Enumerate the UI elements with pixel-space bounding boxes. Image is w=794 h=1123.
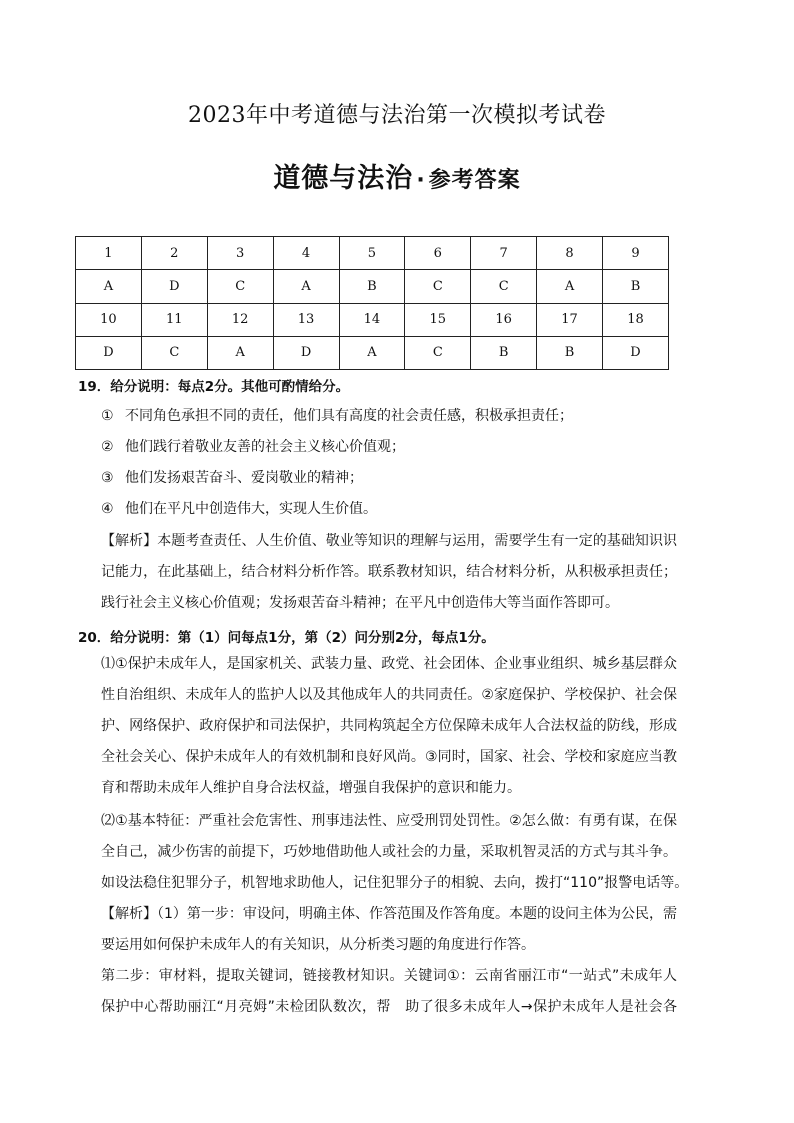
q19-point: [101, 437, 405, 457]
answer-cell: A: [207, 336, 273, 369]
answer-row: [76, 336, 669, 369]
q20-heading: 20．给分说明：第（1）问每点1分，第（2）问分别2分，每点1分。: [78, 630, 495, 646]
question-number-cell: 11: [141, 303, 207, 336]
answer-cell: B: [339, 270, 405, 303]
question-number-cell: 10: [76, 303, 142, 336]
subtitle-tail: 参考答案: [428, 168, 521, 193]
question-number-cell: 7: [471, 237, 537, 270]
q19-point: [101, 499, 377, 519]
text-line: 如设法稳住犯罪分子，机智地求助他人，记住犯罪分子的相貌、去向，拨打“110”报警电话等。: [101, 875, 689, 891]
point-marker: ③: [101, 470, 114, 486]
answer-cell: A: [537, 270, 603, 303]
point-marker: ④: [101, 501, 114, 517]
q20-analysis: [101, 899, 677, 1023]
text-line: 第二步：审材料，提取关键词，链接教材知识。关键词①：云南省丽江市“一站式”未成年人: [101, 968, 677, 984]
answer-table: [75, 236, 669, 370]
text-line: 育和帮助未成年人维护自身合法权益，增强自我保护的意识和能力。: [101, 780, 521, 796]
text-line: 护、网络保护、政府保护和司法保护，共同构筑起全方位保障未成年人合法权益的防线，形成: [101, 718, 677, 734]
question-number-cell: 3: [207, 237, 273, 270]
question-number-cell: 15: [405, 303, 471, 336]
q19-point: [101, 468, 363, 488]
answer-cell: D: [141, 270, 207, 303]
question-number-cell: 1: [76, 237, 142, 270]
question-number-cell: 16: [471, 303, 537, 336]
answer-cell: D: [603, 336, 669, 369]
text-line: 全社会关心、保护未成年人的有效机制和良好风尚。③同时，国家、社会、学校和家庭应当教: [101, 749, 677, 765]
question-number-cell: 6: [405, 237, 471, 270]
question-number-cell: 17: [537, 303, 603, 336]
point-text: 他们在平凡中创造伟大，实现人生价值。: [125, 501, 377, 517]
question-number-cell: 2: [141, 237, 207, 270]
answer-cell: C: [405, 270, 471, 303]
question-number-cell: 18: [603, 303, 669, 336]
answer-cell: D: [273, 336, 339, 369]
answer-cell: C: [471, 270, 537, 303]
subtitle-dot: ·: [416, 168, 426, 193]
page-subtitle: [0, 156, 794, 195]
q19-analysis: [101, 526, 677, 619]
text-line: 保护中心帮助丽江“月亮姆”未检团队数次，帮 助了很多未成年人→保护未成年人是社会各: [101, 999, 677, 1015]
q20-part1: [101, 649, 677, 804]
text-line: ⑵①基本特征：严重社会危害性、刑事违法性、应受刑罚处罚性。②怎么做：有勇有谋，在保: [101, 813, 677, 829]
q19-heading: 19．给分说明：每点2分。其他可酌情给分。: [78, 379, 350, 395]
answer-row: [76, 270, 669, 303]
answer-cell: B: [471, 336, 537, 369]
q19-point: [101, 406, 573, 426]
question-number-cell: 13: [273, 303, 339, 336]
question-number-cell: 12: [207, 303, 273, 336]
point-text: 他们践行着敬业友善的社会主义核心价值观；: [125, 439, 405, 455]
question-number-cell: 8: [537, 237, 603, 270]
q20-part2: [101, 806, 689, 899]
answer-cell: D: [76, 336, 142, 369]
point-marker: ②: [101, 439, 114, 455]
point-marker: ①: [101, 408, 114, 424]
question-number-row: [76, 237, 669, 270]
text-line: 记能力，在此基础上，结合材料分析作答。联系教材知识，结合材料分析，从积极承担责任；: [101, 564, 677, 580]
question-number-cell: 9: [603, 237, 669, 270]
text-line: 全自己，减少伤害的前提下，巧妙地借助他人或社会的力量，采取机智灵活的方式与其斗争。: [101, 844, 677, 860]
answer-cell: B: [537, 336, 603, 369]
answer-cell: C: [141, 336, 207, 369]
subtitle-main: 道德与法治: [273, 163, 414, 194]
point-text: 他们发扬艰苦奋斗、爱岗敬业的精神；: [125, 470, 363, 486]
question-number-cell: 14: [339, 303, 405, 336]
answer-cell: C: [207, 270, 273, 303]
answer-cell: C: [405, 336, 471, 369]
answer-cell: A: [339, 336, 405, 369]
text-line: 要运用如何保护未成年人的有关知识，从分析类习题的角度进行作答。: [101, 937, 535, 953]
text-line: ⑴①保护未成年人，是国家机关、武装力量、政党、社会团体、企业事业组织、城乡基层群众: [101, 656, 677, 672]
question-number-cell: 5: [339, 237, 405, 270]
point-text: 不同角色承担不同的责任，他们具有高度的社会责任感，积极承担责任；: [125, 408, 573, 424]
text-line: 践行社会主义核心价值观；发扬艰苦奋斗精神；在平凡中创造伟大等当面作答即可。: [101, 595, 619, 611]
page-title: 2023年中考道德与法治第一次模拟考试卷: [188, 103, 606, 128]
text-line: 性自治组织、未成年人的监护人以及其他成年人的共同责任。②家庭保护、学校保护、社会保: [101, 687, 677, 703]
question-number-cell: 4: [273, 237, 339, 270]
answer-cell: B: [603, 270, 669, 303]
text-line: 【解析】（1）第一步：审设问，明确主体、作答范围及作答角度。本题的设问主体为公民，需: [101, 906, 677, 922]
answer-cell: A: [76, 270, 142, 303]
text-line: 【解析】本题考查责任、人生价值、敬业等知识的理解与运用，需要学生有一定的基础知识识: [101, 533, 677, 549]
question-number-row: [76, 303, 669, 336]
answer-cell: A: [273, 270, 339, 303]
